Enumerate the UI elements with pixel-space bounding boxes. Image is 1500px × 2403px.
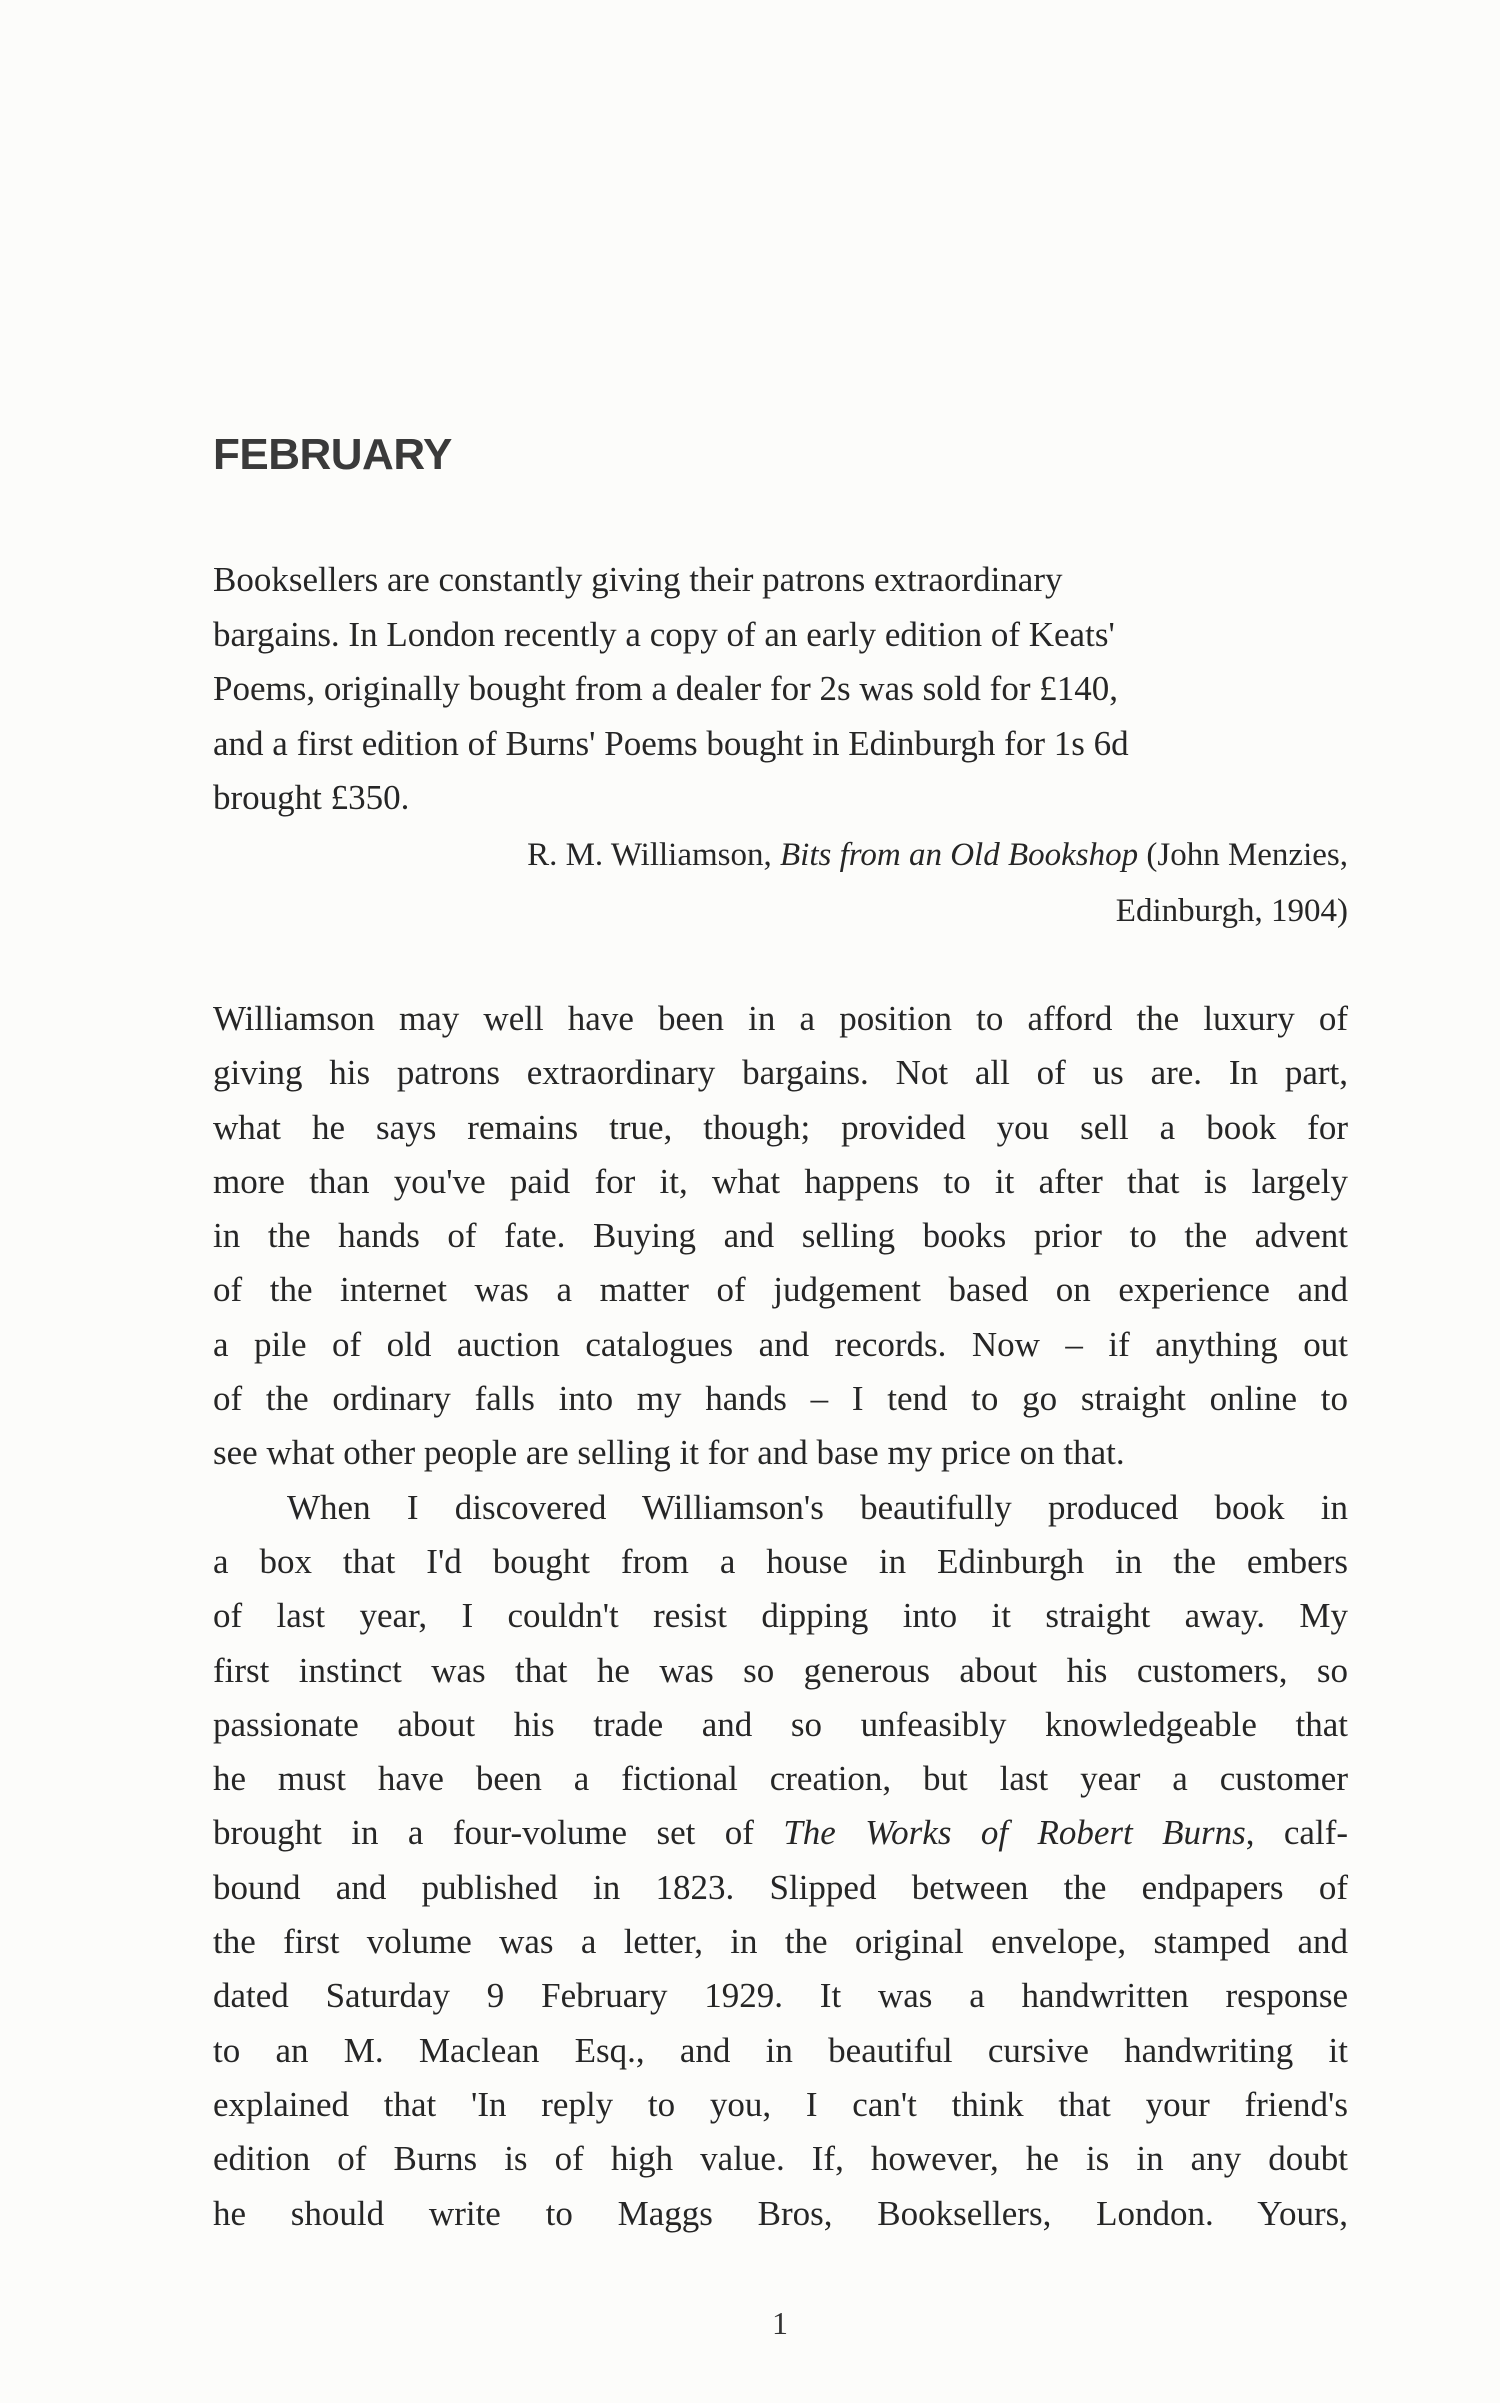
epigraph-line: Poems, originally bought from a dealer for 2s was sold for £140, [213, 669, 1118, 708]
body-line: a box that I'd bought from a house in Edinburgh in the embers [213, 1541, 1348, 1581]
body-line: in the hands of fate. Buying and selling books prior to the advent [213, 1216, 1348, 1256]
body-line: what he says remains true, though; provided you sell a book for [213, 1107, 1348, 1147]
body-line: dated Saturday 9 February 1929. It was a handwritten response [213, 1976, 1348, 2016]
page-number: 1 [772, 2305, 788, 2341]
body-line: a pile of old auction catalogues and records. Now – if anything out [213, 1324, 1348, 1364]
body-line: giving his patrons extraordinary bargains. Not all of us are. In part, [213, 1053, 1348, 1093]
works-title: The Works of Robert Burns [783, 1813, 1246, 1853]
body-line: he must have been a fictional creation, but last year a customer [213, 1759, 1348, 1799]
epigraph-line: and a first edition of Burns' Poems bought in Edinburgh for 1s 6d [213, 723, 1129, 763]
body-line: of last year, I couldn't resist dipping into it straight away. My [213, 1596, 1348, 1636]
epigraph-attribution [213, 827, 1348, 939]
body-line: edition of Burns is of high value. If, however, he is in any doubt [213, 2139, 1348, 2179]
attribution-place-year: Edinburgh, 1904) [1115, 893, 1348, 929]
body-text [213, 992, 1348, 2241]
body-line: the first volume was a letter, in the original envelope, stamped and [213, 1922, 1348, 1962]
body-line: passionate about his trade and so unfeasibly knowledgeable that [213, 1704, 1348, 1744]
attribution-book-title: Bits from an Old Bookshop [780, 837, 1139, 873]
body-line: more than you've paid for it, what happens to it after that is largely [213, 1161, 1348, 1201]
attribution-publisher: (John Menzies, [1146, 837, 1348, 873]
body-line: of the ordinary falls into my hands – I tend to go straight online to [213, 1379, 1348, 1419]
works-after: , calf- [1245, 1813, 1349, 1853]
works-before: brought in a four-volume set of [213, 1813, 754, 1853]
body-line: of the internet was a matter of judgement based on experience and [213, 1270, 1348, 1310]
body-line-works [213, 1806, 1348, 1860]
body-line: first instinct was that he was so generous about his customers, so [213, 1650, 1348, 1690]
attribution-author: R. M. Williamson, [527, 837, 772, 873]
epigraph [213, 553, 1348, 826]
epigraph-line: brought £350. [213, 778, 410, 817]
body-line: explained that 'In reply to you, I can't think that your friend's [213, 2084, 1348, 2124]
epigraph-line: bargains. In London recently a copy of an early edition of Keats' [213, 614, 1115, 654]
body-line: bound and published in 1823. Slipped between the endpapers of [213, 1867, 1348, 1907]
body-line: see what other people are selling it for and base my price on that. [213, 1433, 1125, 1473]
body-line: he should write to Maggs Bros, Booksellers, London. Yours, [213, 2193, 1348, 2233]
epigraph-line: Booksellers are constantly giving their patrons extraordinary [213, 560, 1063, 599]
chapter-title: FEBRUARY [213, 430, 452, 479]
body-line: to an M. Maclean Esq., and in beautiful cursive handwriting it [213, 2030, 1348, 2070]
body-line: Williamson may well have been in a position to afford the luxury of [213, 999, 1348, 1038]
body-line: When I discovered Williamson's beautifully produced book in [287, 1487, 1348, 1527]
